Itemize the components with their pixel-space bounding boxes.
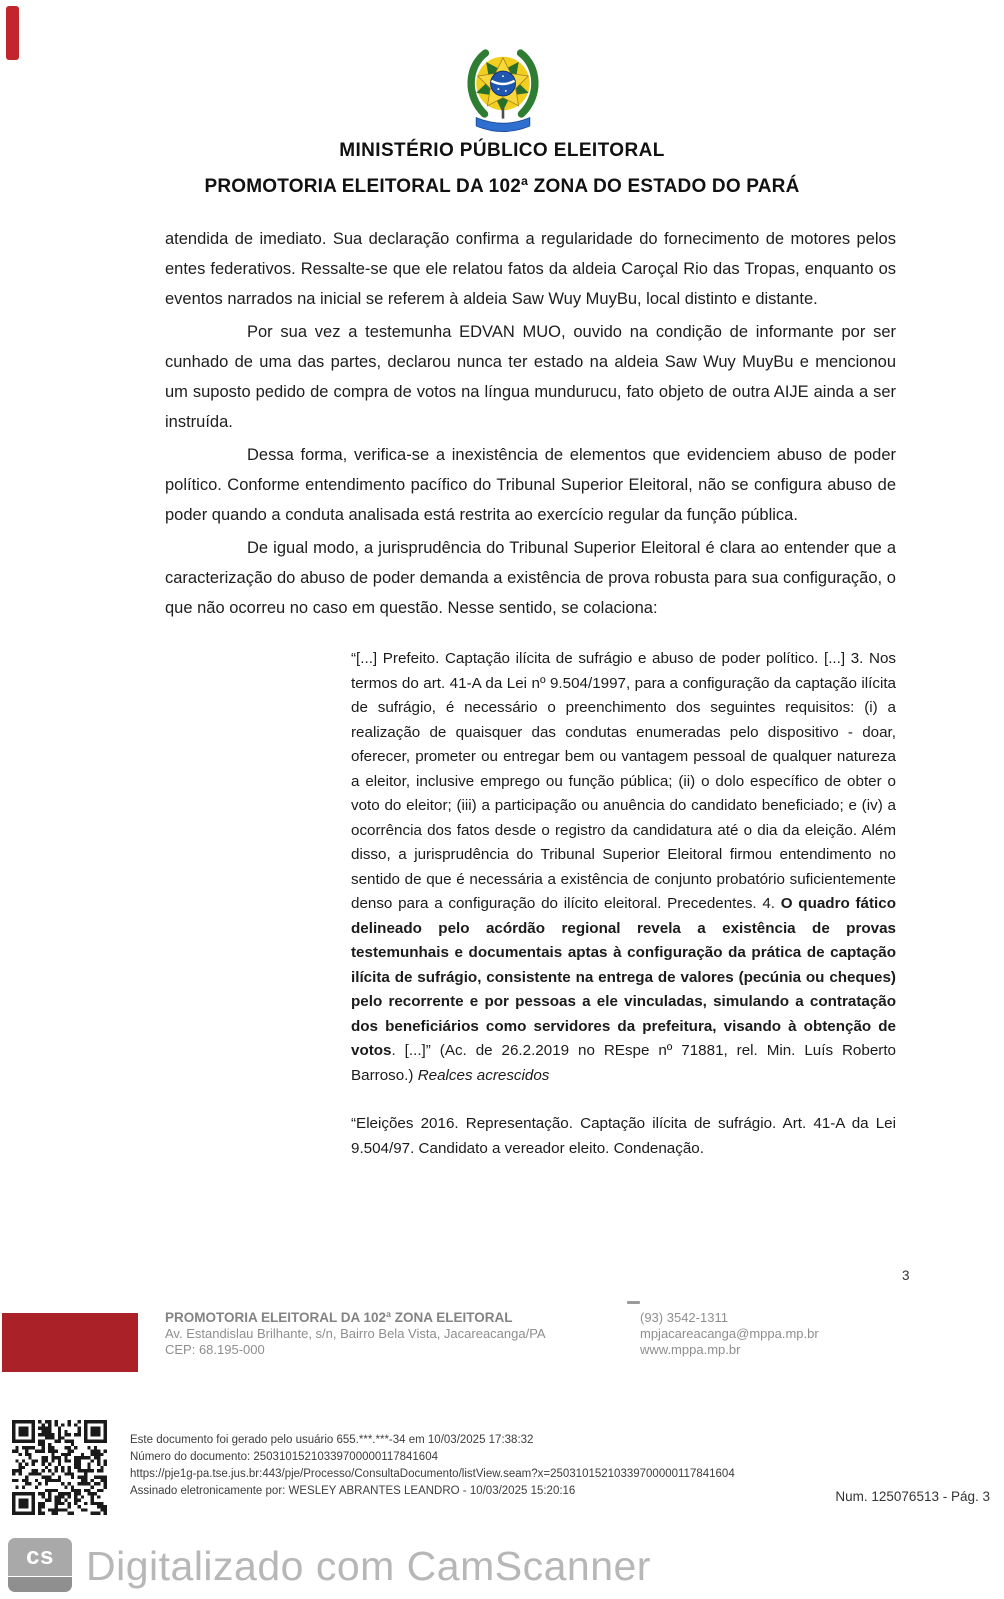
letterhead-top-red-bar (6, 6, 19, 60)
document-body (165, 224, 896, 1161)
camscanner-cs-icon (8, 1538, 72, 1592)
document-reference: Num. 125076513 - Pág. 3 (835, 1489, 990, 1504)
quote-paragraph: “Eleições 2016. Representação. Captação ilícita de sufrágio. Art. 41-A da Lei 9.504/97. Candidato a vereador eleito. Condenação. (351, 1115, 896, 1157)
org-title: MINISTÉRIO PÚBLICO ELEITORAL (339, 140, 665, 161)
body-paragraph: Por sua vez a testemunha EDVAN MUO, ouvido na condição de informante por ser cunhado de uma das partes, declarou nunca ter estado na aldeia Saw Wuy MuyBu e mencionou um suposto pedido de compra de votos na língua mundurucu, fato objeto de outra AIJE ainda a ser instruída. (165, 323, 896, 431)
emblem-globe-star (505, 90, 507, 92)
quote-paragraph (351, 647, 896, 1088)
emblem-globe-star (497, 88, 499, 90)
footer-email: mpjacareacanga@mppa.mp.br (640, 1326, 819, 1341)
signature-generated-line: Este documento foi gerado pelo usuário 655.***.***-34 em 10/03/2025 17:38:32 (130, 1434, 534, 1446)
signature-url-line: https://pje1g-pa.tse.jus.br:443/pje/Processo/ConsultaDocumento/listView.seam?x=25031015210339700000117841604 (130, 1468, 735, 1480)
quote-text: “[...] Prefeito. Captação ilícita de sufrágio e abuso de poder político. [...] 3. Nos termos do art. 41-A da Lei nº 9.504/1997, para a configuração da captação ilícita de sufrágio, é necessário o preenchimento dos seguintes requisitos: (i) a realização de quaisquer das condutas enumeradas pelo dispositivo - doar, oferecer, prometer ou entregar bem ou vantagem pessoal de qualquer natureza a eleitor, inclusive emprego ou função pública; (ii) o dolo específico de obter o voto do eleitor; (iii) a participação ou anuência do candidato beneficiado; e (iv) a ocorrência dos fatos desde o registro da candidatura até o dia da eleição. Além disso, a jurisprudência do Tribunal Superior Eleitoral firmou entendimento no sentido de que é necessária a existência de conjunto probatório suficientemente denso para a configuração do ilícito eleitoral. Precedentes. 4. (351, 650, 896, 912)
body-paragraph: Dessa forma, verifica-se a inexistência de elementos que evidenciem abuso de poder político. Conforme entendimento pacífico do Tribunal Superior Eleitoral, não se configura abuso de poder quando a conduta analisada está restrita ao exercício regular da função pública. (165, 446, 896, 524)
signature-docnumber-line: Número do documento: 25031015210339700000117841604 (130, 1451, 438, 1463)
footer-address: Av. Estandislau Brilhante, s/n, Bairro Bela Vista, Jacareacanga/PA (165, 1326, 546, 1341)
footer-office: PROMOTORIA ELEITORAL DA 102ª ZONA ELEITORAL (165, 1310, 513, 1325)
footer-contact-left (165, 1310, 625, 1358)
footer-cep: CEP: 68.195-000 (165, 1342, 265, 1357)
page-number: 3 (902, 1268, 910, 1283)
camscanner-icon-tab (8, 1577, 72, 1592)
footer-contact-right (640, 1310, 940, 1358)
signature-signer-line: Assinado eletronicamente por: WESLEY ABRANTES LEANDRO - 10/03/2025 15:20:16 (130, 1485, 576, 1497)
quote-text: . [...]” (Ac. de 26.2.2019 no REspe nº 71881, rel. Min. Luís Roberto Barroso.) (351, 1042, 896, 1084)
electronic-signature-block (130, 1432, 870, 1500)
phone-icon (627, 1301, 640, 1304)
office-title: PROMOTORIA ELEITORAL DA 102ª ZONA DO ESTADO DO PARÁ (204, 176, 800, 197)
footer-website: www.mppa.mp.br (640, 1342, 741, 1357)
emblem-ribbon (476, 118, 530, 132)
body-paragraph: atendida de imediato. Sua declaração confirma a regularidade do fornecimento de motores pelos entes federativos. Ressalte-se que ele relatou fatos da aldeia Caroçal Rio das Tropas, enquanto os eventos narrados na inicial se referem à aldeia Saw Wuy MuyBu, local distinto e distante. (165, 230, 896, 308)
camscanner-watermark-text: Digitalizado com CamScanner (86, 1543, 651, 1589)
footer-phone: (93) 3542-1311 (640, 1310, 728, 1325)
camscanner-cs-letters: cs (8, 1538, 72, 1576)
letterhead-footer-red-bar (2, 1313, 138, 1372)
emblem-sword (502, 108, 505, 118)
body-paragraph: De igual modo, a jurisprudência do Tribunal Superior Eleitoral é clara ao entender que a caracterização do abuso de poder demanda a existência de prova robusta para sua configuração, o que não ocorreu no caso em questão. Nesse sentido, se colaciona: (165, 539, 896, 617)
jurisprudence-quote-block (351, 647, 896, 1161)
quote-italic-text: Realces acrescidos (417, 1066, 550, 1084)
quote-bold-text: O quadro fático delineado pelo acórdão regional revela a existência de provas testemunhais e documentais aptas à configuração da prática de captação ilícita de sufrágio, consistente na entrega de valores (pecúnia ou cheques) pelo recorrente e por pessoas a ele vinculadas, simulando a contratação dos beneficiários como servidores da prefeitura, visando à obtenção de votos (351, 895, 896, 1059)
qr-code (12, 1420, 107, 1515)
emblem-globe-star (502, 75, 504, 77)
brazil-coat-of-arms (456, 42, 550, 138)
